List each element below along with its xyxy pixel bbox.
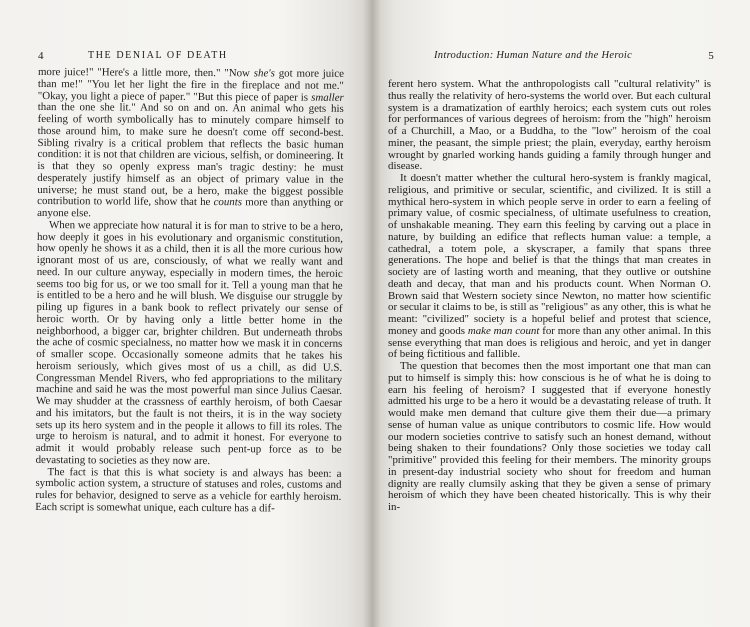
right-page-body-text (388, 79, 711, 514)
paragraph (388, 173, 711, 361)
right-running-head: Introduction: Human Nature and the Heroic (434, 50, 633, 61)
left-page-body-text (35, 67, 344, 515)
paragraph (37, 67, 344, 222)
text-run: than the one she lit." And so on and on. An animal who gets his feeling of worth symbolically has to minutely compare himself to those around him, to make sure he doesn't come off second-best. Sibling rivalry is a critical problem that reflects the basic human condition: it is not that children are vicious, selfish, or domineering. It is that they so openly express man's tragic destiny: he must desperately justify himself as an object of primary value in the universe; he must stand out, be a hero, make the biggest possible contribution to world life, show that he (37, 101, 344, 209)
left-running-head: THE DENIAL OF DEATH (88, 50, 228, 61)
text-run: When we appreciate how natural it is for man to strive to be a hero, how deeply it goes in his evolutionary and organismic constitution, how openly he shows it as a child, then it is all the more curious how ignorant most of us are, consciously, of what we really want and need. In our culture anyway, especially in modern times, the heroic seems too big for us, or we too small for it. Tell a young man that he is entitled to be a hero and he will blush. We disguise our struggle by piling up figures in a bank book to reflect privately our sense of heroic worth. Or by having only a little better home in the neighborhood, a bigger car, brighter children. But underneath throbs the ache of cosmic specialness, no matter how we mask it in concerns of smaller scope. Occasionally someone admits that he takes his heroism seriously, which gives most of us a chill, as did U.S. Congressman Mendel Rivers, who fed appropriations to the military machine and said he was the most powerful man since Julius Caesar. We may shudder at the crassness of earthly heroism, of both Caesar and his imitators, but the fault is not theirs, it is in the way society sets up its hero system and in the people it allows to fill its roles. The urge to heroism is natural, and to admit it honest. For everyone to admit it would probably release such pent-up force as to be devastating to societies as they now are. (35, 218, 344, 467)
emphasized-text: she's (253, 67, 275, 80)
emphasized-text: make man count (467, 324, 540, 337)
text-run: more juice!" "Here's a little more, then." "Now (37, 66, 254, 80)
paragraph (36, 220, 344, 469)
text-run: ferent hero system. What the anthropologists call "cultural relativity" is thus really the relativity of hero-systems the world over. But each cultural system is a dramatization of earthly heroics; each system cuts out roles for performances of various degrees of heroism: from the "high" heroism of a Churchill, a Mao, or a Buddha, to the "low" heroism of the coal miner, the peasant, the simple priest; the plain, everyday, earthy heroism wrought by gnarled working hands guiding a family through hunger and disease. (388, 78, 711, 173)
emphasized-text: smaller (311, 91, 344, 104)
text-run: got more juice than me!" "You let her light the fire in the fireplace and not me." "Okay, you light a piece of paper." "But this piece of paper is (37, 67, 345, 104)
paragraph (388, 79, 711, 173)
right-page-number: 5 (708, 50, 714, 62)
text-run: more than anything or anyone else. (37, 196, 344, 220)
text-run: It doesn't matter whether the cultural hero-system is frankly magical, religious, and primitive or secular, scientific, and civilized. It is still a mythical hero-system in which people serve in order to earn a feeling of primary value, of cosmic specialness, of ultimate usefulness to creation, of unshakable meaning. They earn this feeling by carving out a place in nature, by building an edifice that reflects human value: a temple, a cathedral, a totem pole, a skyscraper, a family that spans three generations. The hope and belief is that the things that man creates in society are of lasting worth and meaning, that they outlive or outshine death and decay, that man and his products count. When Norman O. Brown said that Western society since Newton, no matter how scientific or secular it claims to be, is still as "religious" as any other, this is what he meant: "civilized" society is a hopeful belief and protest that science, money and goods (388, 172, 712, 337)
book-gutter (363, 0, 381, 627)
text-run: The question that becomes then the most important one that man can put to himself is simply this: how conscious is he of what he is doing to earn his feeling of heroism? I suggested that if everyone honestly admitted his urge to be a hero it would be a devastating release of truth. It would make men demand that culture give them their due—a primary sense of human value as unique contributors to cosmic life. How would our modern societies contrive to satisfy such an honest demand, without being shaken to their foundations? Only those societies we today call "primitive" provided this feeling for their members. The minority groups in present-day industrial society who shout for freedom and human dignity are really clumsily asking that they be given a sense of primary heroism of which they have been cheated historically. This is why their in- (388, 360, 711, 513)
text-run: The fact is that this is what society is and always has been: a symbolic action system, a structure of statuses and roles, customs and rules for behavior, designed to serve as a vehicle for earthly heroism. Each script is somewhat unique, each culture has a dif- (35, 465, 342, 515)
emphasized-text: counts (213, 196, 243, 209)
text-run: for more than any other animal. In this sense everything that man does is religious and heroic, and yet in danger of being fictitious and fallible. (388, 324, 711, 361)
left-page-number: 4 (38, 50, 44, 62)
paragraph (35, 466, 341, 515)
paragraph (388, 361, 711, 514)
